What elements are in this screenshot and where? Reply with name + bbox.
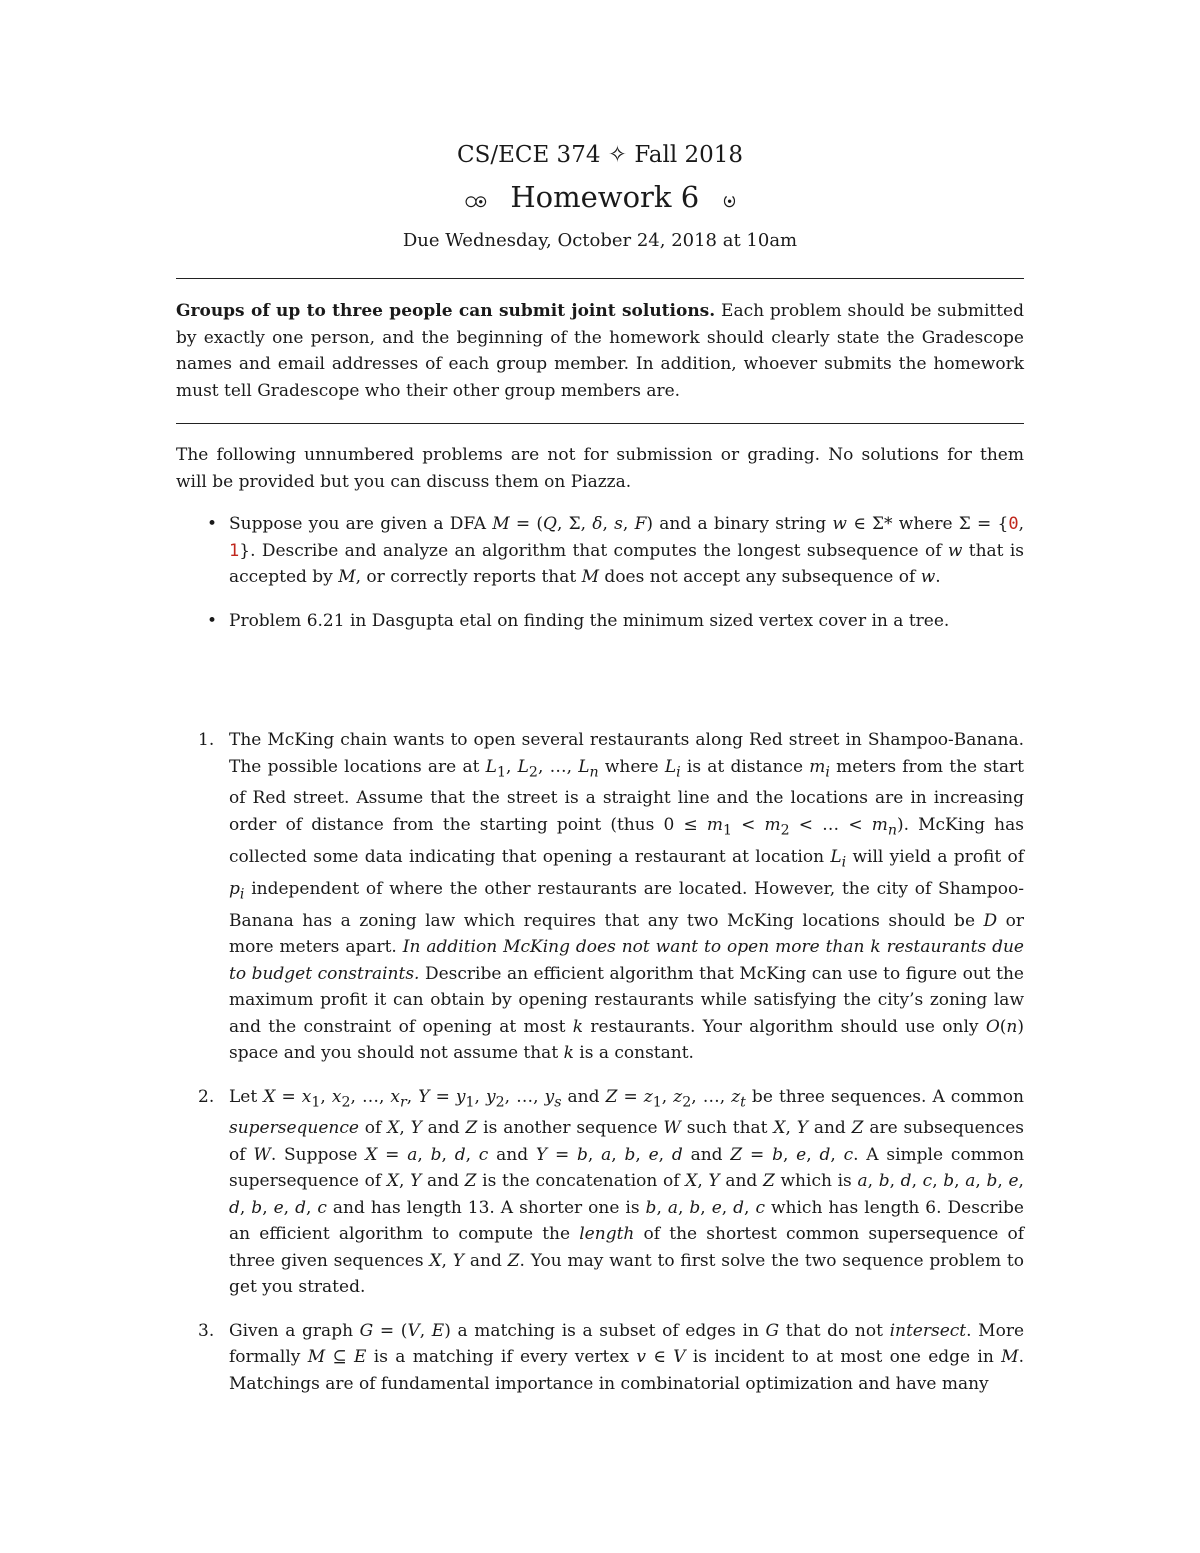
homework-page [176,138,1024,1397]
divider-bottom [176,423,1024,424]
problem-3: 3. Given a graph G = (V, E) a matching is a subset of edges in G that do not intersect. More formally M ⊆ E is a matching if every vertex v ∈ V is incident to at most one edge in M. Matchings are of fundamental importance in combinatorial optimization and have many [176,1318,1024,1398]
bullet-2-text: Problem 6.21 in Dasgupta etal on finding the minimum sized vertex cover in a tree. [229,610,950,631]
groups-paragraph [176,298,1024,404]
problem-2: 2. Let $X = x_1$, $x_2$, …, $x_r$, $Y = y_1$, $y_2$, …, $y_s$ and $Z = z_1$, $z_2$, …, $z_t$ be three sequences. A common supersequence of X, Y and Z is another sequence W such that X, Y and Z are subsequences of W. Suppose X = a, b, d, c and Y = b, a, b, e, d and Z = b, e, d, c. A simple common supersequence of X, Y and Z is the concatenation of X, Y and Z which is a, b, d, c, b, a, b, e, d, b, e, d, c and has length 13. A shorter one is b, a, b, e, d, c which has length 6. Describe an efficient algorithm to compute the length of the shortest common supersequence of three given sequences X, Y and Z. You may want to first solve the two sequence problem to get you strated. [176,1084,1024,1301]
problem-3-number: 3. [198,1320,215,1341]
bullet-icon: • [207,610,218,631]
problem-2-number: 2. [198,1086,215,1107]
due-date: Due Wednesday, October 24, 2018 at 10am [402,230,798,251]
unnumbered-list [176,511,1024,634]
groups-bold: Groups of up to three people can submit joint solutions. [176,301,716,321]
course-header: CS/ECE 374 ✧ Fall 2018 [456,142,744,168]
groups-rest: Each problem should be submitted by exactly one person, and the beginning of the homework should clearly state the Gradescope names and email addresses of each group member. In addition, whoever submits the homework must tell Gradescope who their other group members are. [176,301,1025,401]
problem-1: 1. The McKing chain wants to open several restaurants along Red street in Shampoo-Banana. The possible locations are at $L_1$, $L_2$, …, $L_n$ where $L_i$ is at distance $m_i$ meters from the start of Red street. Assume that the street is a straight line and the locations are in increasing order of distance from the starting point (thus $0 \le m_1 < m_2$ < … < $m_n$). McKing has collected some data indicating that opening a restaurant at location $L_i$ will yield a profit of $p_i$ independent of where the other restaurants are located. However, the city of Shampoo-Banana has a zoning law which requires that any two McKing locations should be D or more meters apart. In addition McKing does not want to open more than k restaurants due to budget constraints. Describe an efficient algorithm that McKing can use to figure out the maximum profit it can obtain by opening restaurants while satisfying the city’s zoning law and the constraint of opening at most k restaurants. Your algorithm should use only O(n) space and you should not assume that k is a constant. [176,727,1024,1067]
problem-list [176,727,1024,1397]
unnumbered-intro: The following unnumbered problems are not for submission or grading. No solutions for them will be provided but you can discuss them on Piazza. [176,445,1024,492]
list-item [176,608,1024,635]
list-item: • Suppose you are given a DFA M = (Q, Σ, δ, s, F) and a binary string w ∈ Σ* where Σ = {0, 1}. Describe and analyze an algorithm that computes the longest subsequence of w that is accepted by M, or correctly reports that M does not accept any subsequence of w. [176,511,1024,591]
problem-1-number: 1. [198,730,215,750]
homework-title: Homework 6 [510,180,700,214]
bullet-icon: • [207,514,218,534]
ornament-right-icon: ꧽ [722,185,737,213]
ornament-left-icon: ꧼ [463,185,488,213]
divider-top [176,278,1024,279]
homework-title-line [176,176,1024,218]
